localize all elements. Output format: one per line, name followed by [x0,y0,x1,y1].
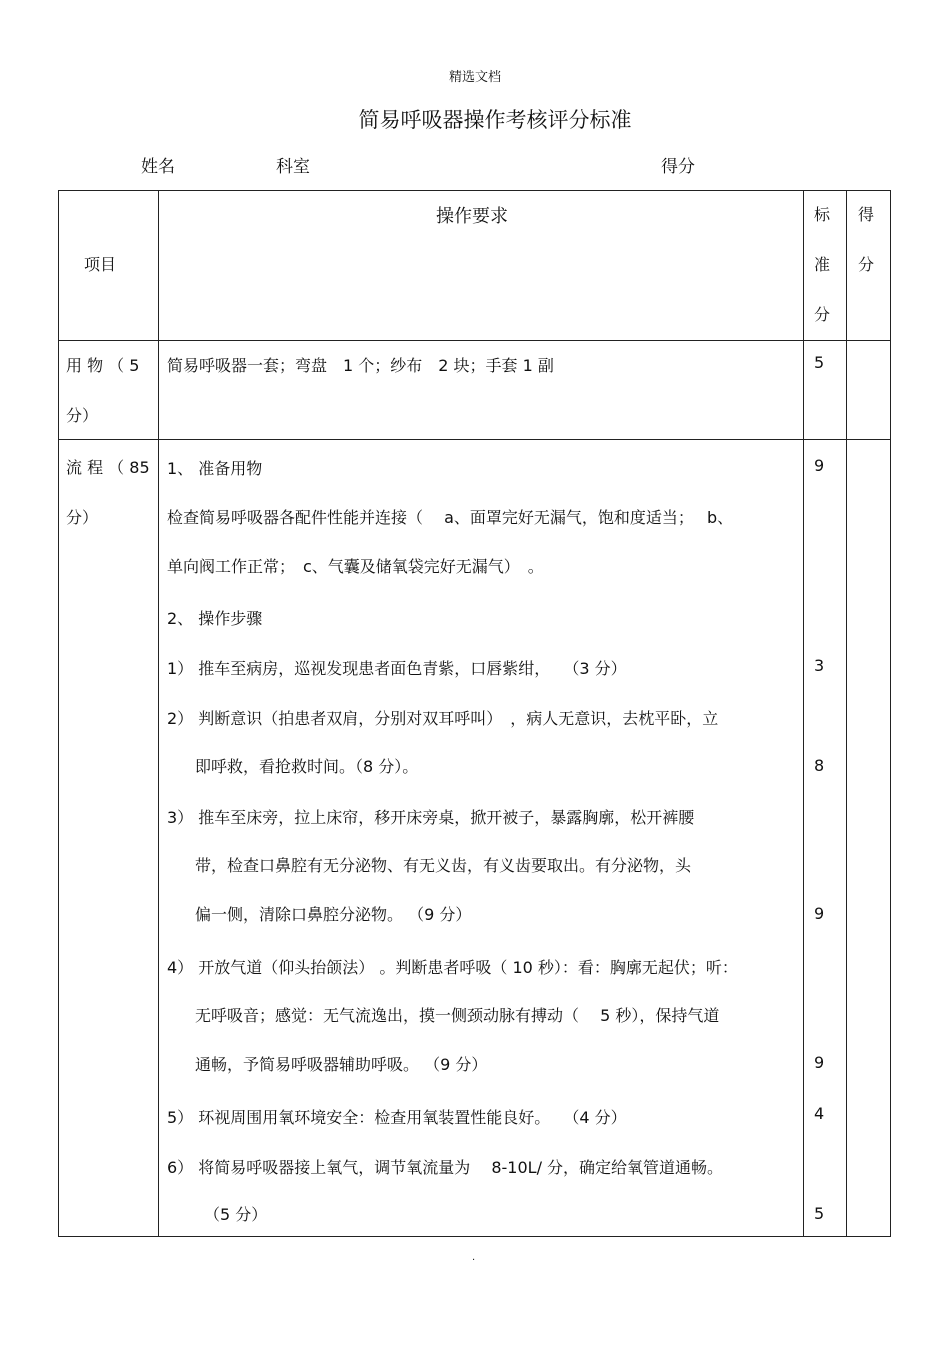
table-row-divider [58,340,891,341]
table-col-divider [158,190,159,1237]
row-standard: 4 [814,1104,825,1123]
row-item: 分） [66,508,99,527]
row-standard: 3 [814,656,825,675]
procedure-line: 检查简易呼吸器各配件性能并连接（ a、面罩完好无漏气，饱和度适当； b、 [167,508,734,527]
header-note: 精选文档 [448,70,501,85]
header-standard-char: 分 [814,305,831,324]
row-content: 简易呼吸器一套；弯盘 1 个；纱布 2 块；手套 1 副 [167,356,554,375]
dept-label: 科室 [276,157,310,177]
row-standard: 5 [814,353,825,372]
row-standard: 9 [814,456,825,475]
procedure-line: 即呼救，看抢救时间。（8 分）。 [195,757,419,776]
row-item: 分） [66,406,99,425]
procedure-line: 3） 推车至床旁，拉上床帘，移开床旁桌，掀开被子，暴露胸廓，松开裤腰 [167,808,695,827]
row-item: 流 程 （ 85 [66,458,150,477]
procedure-line: 通畅，予简易呼吸器辅助呼吸。 （9 分） [195,1055,488,1074]
name-label: 姓名 [141,157,175,177]
procedure-line: 5） 环视周围用氧环境安全：检查用氧装置性能良好。 （4 分） [167,1108,627,1127]
header-score-char: 分 [858,255,875,274]
procedure-line: 带，检查口鼻腔有无分泌物、有无义齿，有义齿要取出。有分泌物，头 [195,856,692,875]
score-label: 得分 [661,157,695,177]
row-item: 用 物 （ 5 [66,356,140,375]
procedure-line: 单向阀工作正常； c、气囊及储氧袋完好无漏气） 。 [167,557,544,576]
header-requirement: 操作要求 [436,206,508,227]
procedure-line: 无呼吸音；感觉：无气流逸出，摸一侧颈动脉有搏动（ 5 秒），保持气道 [195,1006,720,1025]
header-standard-char: 标 [814,205,831,224]
header-standard-char: 准 [814,255,831,274]
procedure-line: （5 分） [204,1205,268,1224]
row-standard: 9 [814,904,825,923]
table-row-divider [58,439,891,440]
procedure-line: 2） 判断意识（拍患者双肩，分别对双耳呼叫） ，病人无意识，去枕平卧，立 [167,709,719,728]
page-title: 简易呼吸器操作考核评分标准 [358,108,632,132]
header-item: 项目 [84,255,117,274]
footer-mark: . [472,1252,476,1263]
table-col-divider [846,190,847,1237]
procedure-line: 6） 将简易呼吸器接上氧气，调节氧流量为 8-10L/ 分，确定给氧管道通畅。 [167,1158,724,1177]
procedure-line: 4） 开放气道（仰头抬颌法） 。判断患者呼吸（ 10 秒）：看：胸廓无起伏；听： [167,958,738,977]
procedure-line: 偏一侧，清除口鼻腔分泌物。 （9 分） [195,905,472,924]
row-standard: 5 [814,1204,825,1223]
table-col-divider [803,190,804,1237]
row-standard: 9 [814,1053,825,1072]
row-standard: 8 [814,756,825,775]
header-score-char: 得 [858,205,875,224]
procedure-line: 1） 推车至病房，巡视发现患者面色青紫，口唇紫绀， （3 分） [167,659,627,678]
procedure-line: 1、 准备用物 [167,459,263,478]
procedure-line: 2、 操作步骤 [167,609,263,628]
